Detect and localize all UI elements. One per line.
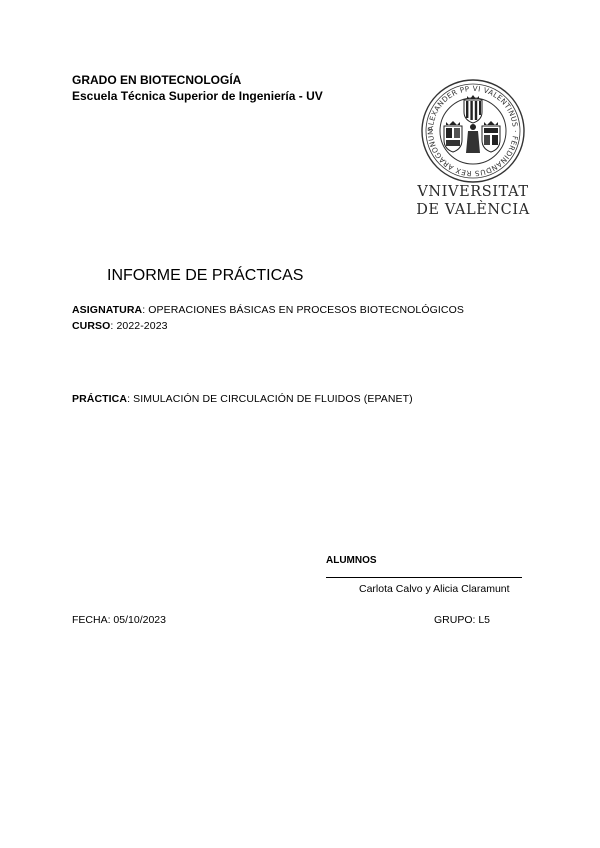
curso-field [72, 320, 168, 332]
university-seal-icon [416, 76, 530, 186]
alumnos-label: ALUMNOS [326, 555, 377, 566]
practica-value: : SIMULACIÓN DE CIRCULACIÓN DE FLUIDOS (EPANET) [127, 393, 413, 405]
school-name: Escuela Técnica Superior de Ingeniería - UV [72, 89, 323, 103]
asignatura-field [72, 304, 464, 316]
document-header [72, 72, 323, 104]
signature-line [326, 577, 522, 578]
curso-value: : 2022-2023 [110, 320, 168, 332]
fecha-field: FECHA: 05/10/2023 [72, 614, 166, 626]
degree-title: GRADO EN BIOTECNOLOGÍA [72, 73, 242, 87]
curso-label: CURSO [72, 320, 111, 332]
report-title: INFORME DE PRÁCTICAS [107, 267, 304, 284]
seal-inscription: ALEXANDER PP VI VALENTINUS · FERDINANDUS REX ARAGONUM [425, 83, 521, 179]
practica-label: PRÁCTICA [72, 393, 128, 405]
asignatura-value: : OPERACIONES BÁSICAS EN PROCESOS BIOTECNOLÓGICOS [142, 304, 464, 316]
university-logo [416, 76, 530, 226]
logo-text-line2: DE VALÈNCIA [416, 202, 530, 218]
grupo-field: GRUPO: L5 [434, 614, 491, 626]
logo-text-line1: VNIVERSITAT [417, 184, 529, 200]
asignatura-label: ASIGNATURA [72, 304, 143, 316]
practica-field [72, 393, 413, 405]
alumnos-names: Carlota Calvo y Alicia Claramunt [359, 583, 510, 595]
